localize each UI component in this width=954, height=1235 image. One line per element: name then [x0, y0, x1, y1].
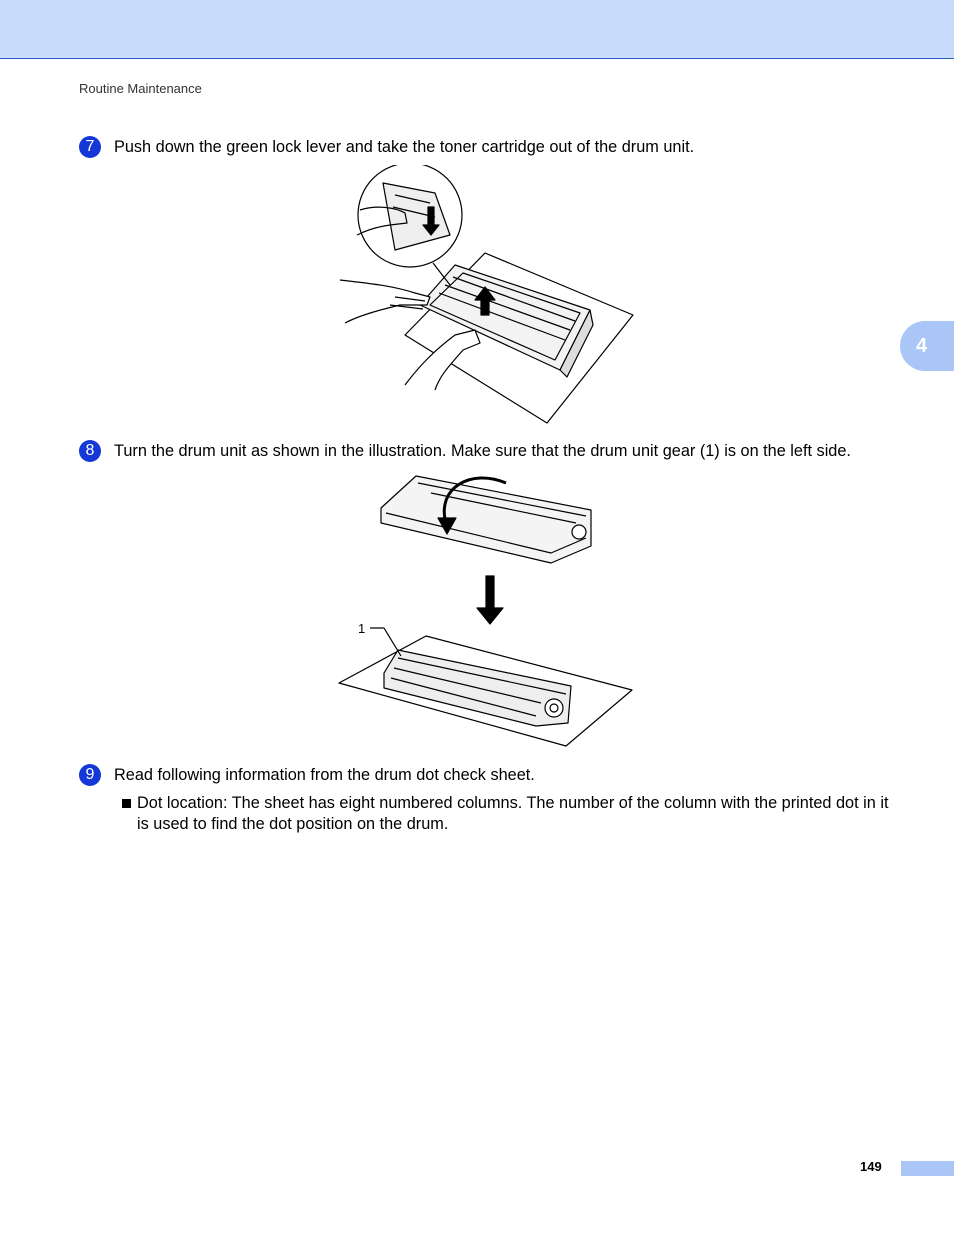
header-band: [0, 0, 954, 59]
toner-removal-illustration: [335, 165, 640, 427]
chapter-tab[interactable]: [900, 321, 954, 371]
step-number-badge: 8: [79, 440, 101, 462]
step-9: [79, 764, 535, 786]
step-text: Turn the drum unit as shown in the illustration. Make sure that the drum unit gear (1) is on the left side.: [114, 441, 851, 460]
bullet-item: [120, 793, 895, 835]
drum-rotation-illustration: [336, 468, 636, 750]
step-7: [79, 136, 694, 158]
step-number-badge: 9: [79, 764, 101, 786]
step-8: [79, 440, 851, 462]
bullet-text: Dot location: The sheet has eight numbered columns. The number of the column with the printed dot in it is used to find the dot position on the drum.: [137, 794, 889, 833]
step-text: Push down the green lock lever and take the toner cartridge out of the drum unit.: [114, 137, 695, 156]
gear-callout-label: 1: [358, 621, 366, 636]
step-number-badge: 7: [79, 136, 101, 158]
square-bullet-icon: [122, 799, 131, 808]
page-number: 149: [860, 1159, 882, 1174]
footer-bar: [901, 1161, 954, 1176]
step-text: Read following information from the drum dot check sheet.: [114, 765, 535, 784]
running-header: Routine Maintenance: [79, 81, 202, 96]
chapter-tab-label: 4: [916, 334, 928, 357]
